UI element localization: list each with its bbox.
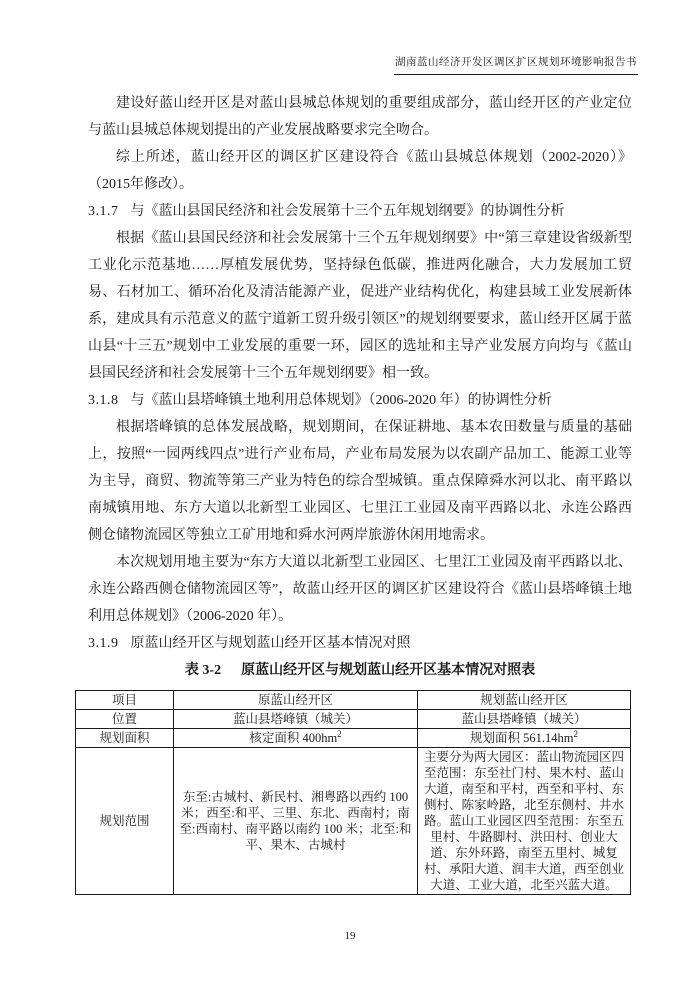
paragraph: 本次规划用地主要为“东方大道以北新型工业园区、七里江工业园及南平西路以北、永连公路西侧仓储物流园区等”，故蓝山经开区的调区扩区建设符合《蓝山县塔峰镇土地利用总体规划》（2006-2020 年）。 xyxy=(88,555,632,624)
table-caption-title: 原蓝山经开区与规划蓝山经开区基本情况对照表 xyxy=(241,663,536,678)
paragraph: 建设好蓝山经开区是对蓝山县城总体规划的重要组成部分，蓝山经开区的产业定位与蓝山县城总体规划提出的产业发展战略要求完全吻合。 xyxy=(88,96,632,138)
section-heading-3-1-7 xyxy=(88,198,632,225)
area-planned-value: 规划面积 561.14hm xyxy=(470,731,574,745)
running-header: 湖南蓝山经济开发区调区扩区规划环境影响报告书 xyxy=(394,54,638,75)
paragraph: 综上所述，蓝山经开区的调区扩区建设符合《蓝山县城总体规划（2002-2020）》（2015年修改）。 xyxy=(88,150,632,192)
page-number: 19 xyxy=(344,930,356,942)
table-row-scope xyxy=(76,748,631,895)
section-number: 3.1.8 xyxy=(88,393,119,408)
paragraph: 根据《蓝山县国民经济和社会发展第十三个五年规划纲要》中“第三章建设省级新型工业化示范基地……厚植发展优势，坚持绿色低碳，推进两化融合，大力发展加工贸易、石材加工、循环冶化及清洁能源产业，促进产业结构优化，构建县域工业发展新体系，建成具有示范意义的蓝宁道新工贸升级引领区”的规划纲要要求，蓝山经开区属于蓝山县“十三五”规划中工业发展的重要一环，园区的选址和主导产业发展方向均与《蓝山县国民经济和社会发展第十三个五年规划纲要》相一致。 xyxy=(88,231,632,381)
table-caption xyxy=(88,657,632,684)
section-title: 原蓝山经开区与规划蓝山经开区基本情况对照 xyxy=(130,636,411,651)
paragraph: 根据塔峰镇的总体发展战略，规划期间，在保证耕地、基本农田数量与质量的基础上，按照“一园两线四点”进行产业布局，产业布局发展为以农副产品加工、能源工业等为主导，商贸、物流等第三产业为特色的综合型城镇。重点保障舜水河以北、南平路以南城镇用地、东方大道以北新型工业园区、七里江工业园及南平西路以北、永连公路西侧仓储物流园区等独立工矿用地和舜水河两岸旅游休闲用地需求。 xyxy=(88,420,632,543)
scope-original: 东至:古城村、新民村、湘粤路以西约 100 米；西至:和平、三里、东北、西南村；南至:西南村、南平路以南约 100 米；北至:和平、果木、古城村 xyxy=(174,748,418,895)
section-number: 3.1.9 xyxy=(88,636,119,651)
area-original xyxy=(174,729,418,748)
row-label: 规划范围 xyxy=(76,748,174,895)
table-header-row xyxy=(76,691,631,710)
scope-planned: 主要分为两大园区：蓝山物流园区四至范围：东至社门村、果木村、蓝山大道，南至和平村，西至和平村、东侧村、陈家岭路，北至东侧村、井水路。蓝山工业园区四至范围：东至五里村、牛路脚村、洪田村、创业大道、东外环路，南至五里村、城复村、承阳大道、润丰大道，西至创业大道、工业大道，北至兴蓝大道。 xyxy=(418,748,631,895)
section-title: 与《蓝山县塔峰镇土地利用总体规划》（2006-2020 年）的协调性分析 xyxy=(130,393,552,408)
area-planned xyxy=(418,729,631,748)
column-header-original: 原蓝山经开区 xyxy=(174,691,418,710)
area-original-superscript: 2 xyxy=(337,728,342,739)
table-caption-label: 表 3-2 xyxy=(184,663,222,678)
page-content xyxy=(88,90,632,895)
area-planned-superscript: 2 xyxy=(573,728,578,739)
section-heading-3-1-9 xyxy=(88,630,632,657)
section-title: 与《蓝山县国民经济和社会发展第十三个五年规划纲要》的协调性分析 xyxy=(130,204,565,219)
table-row-location xyxy=(76,710,631,729)
comparison-table xyxy=(75,690,631,895)
location-planned: 蓝山县塔峰镇（城关） xyxy=(418,710,631,729)
table-row-area xyxy=(76,729,631,748)
section-heading-3-1-8 xyxy=(88,387,632,414)
row-label: 位置 xyxy=(76,710,174,729)
column-header-planned: 规划蓝山经开区 xyxy=(418,691,631,710)
location-original: 蓝山县塔峰镇（城关） xyxy=(174,710,418,729)
row-label: 规划面积 xyxy=(76,729,174,748)
section-number: 3.1.7 xyxy=(88,204,119,219)
column-header-item: 项目 xyxy=(76,691,174,710)
area-original-value: 核定面积 400hm xyxy=(249,731,338,745)
